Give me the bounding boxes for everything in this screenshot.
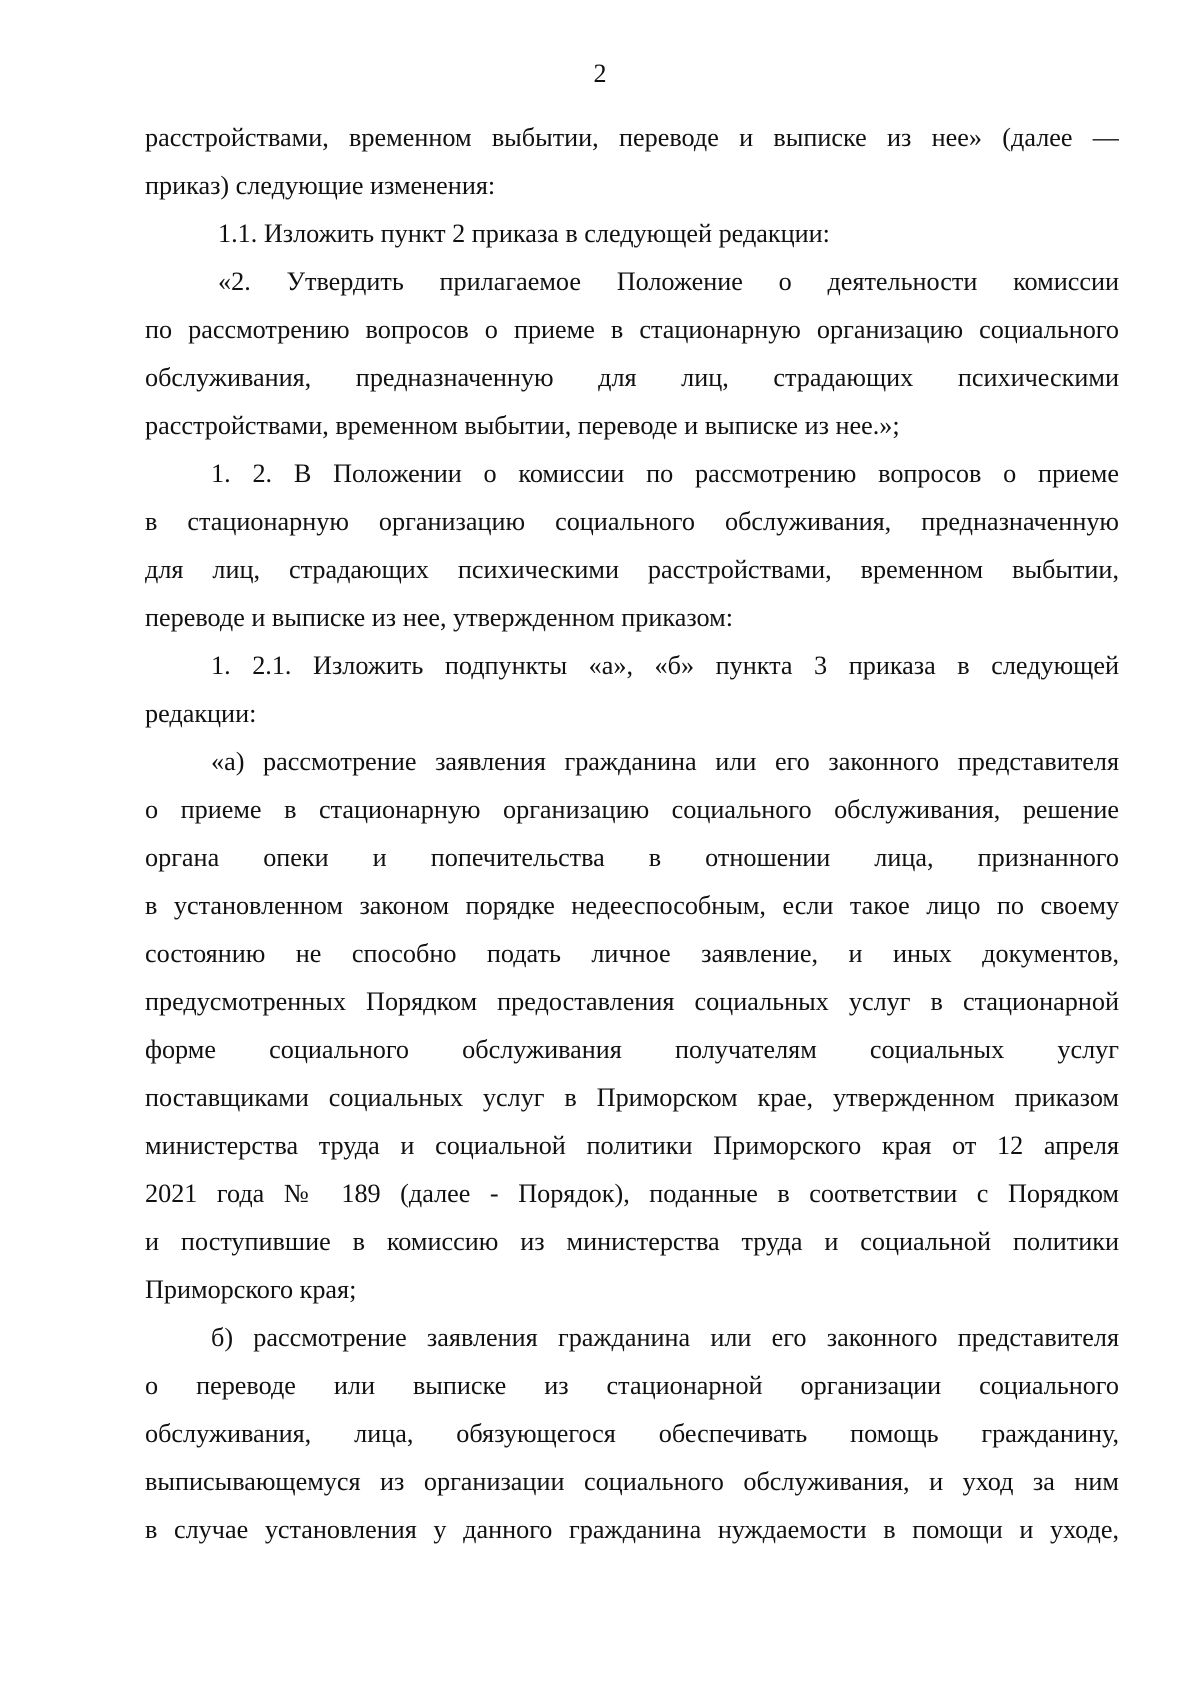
text-line: о приеме в стационарную организацию социального обслуживания, решение — [145, 795, 1119, 824]
text-line: обслуживания, лица, обязующегося обеспечивать помощь гражданину, — [145, 1419, 1119, 1448]
text-line: в установленном законом порядке недееспособным, если такое лицо по своему — [145, 891, 1119, 920]
text-line: «а) рассмотрение заявления гражданина или его законного представителя — [211, 747, 1119, 776]
text-line: обслуживания, предназначенную для лиц, страдающих психическими — [145, 363, 1119, 392]
text-line: форме социального обслуживания получателям социальных услуг — [145, 1035, 1119, 1064]
text-line: министерства труда и социальной политики Приморского края от 12 апреля — [145, 1131, 1119, 1160]
text-line: органа опеки и попечительства в отношении лица, признанного — [145, 843, 1119, 872]
text-line: «2. Утвердить прилагаемое Положение о деятельности комиссии — [218, 267, 1119, 296]
text-line: 1. 2. В Положении о комиссии по рассмотрению вопросов о приеме — [211, 459, 1119, 488]
page-number: 2 — [593, 59, 607, 88]
text-line: в случае установления у данного гражданина нуждаемости в помощи и уходе, — [145, 1515, 1119, 1544]
text-line: и поступившие в комиссию из министерства труда и социальной политики — [145, 1227, 1119, 1256]
text-line: расстройствами, временном выбытии, переводе и выписке из нее.»; — [145, 411, 900, 440]
document-body — [145, 114, 1119, 1554]
text-line: по рассмотрению вопросов о приеме в стационарную организацию социального — [145, 315, 1119, 344]
text-line: 1.1. Изложить пункт 2 приказа в следующей редакции: — [218, 219, 830, 248]
text-line: состоянию не способно подать личное заявление, и иных документов, — [145, 939, 1119, 968]
text-line: для лиц, страдающих психическими расстройствами, временном выбытии, — [145, 555, 1119, 584]
text-line: приказ) следующие изменения: — [145, 171, 496, 200]
text-line: в стационарную организацию социального обслуживания, предназначенную — [145, 507, 1119, 536]
text-line: выписывающемуся из организации социального обслуживания, и уход за ним — [145, 1467, 1119, 1496]
text-line: предусмотренных Порядком предоставления социальных услуг в стационарной — [145, 987, 1119, 1016]
text-line: б) рассмотрение заявления гражданина или его законного представителя — [211, 1323, 1119, 1352]
text-line: о переводе или выписке из стационарной организации социального — [145, 1371, 1119, 1400]
text-line: расстройствами, временном выбытии, переводе и выписке из нее» (далее — — [145, 123, 1119, 152]
text-line: Приморского края; — [145, 1275, 357, 1304]
text-line: поставщиками социальных услуг в Приморском крае, утвержденном приказом — [145, 1083, 1119, 1112]
text-line: 2021 года № 189 (далее - Порядок), поданные в соответствии с Порядком — [145, 1179, 1119, 1208]
text-line: редакции: — [145, 699, 257, 728]
text-line: 1. 2.1. Изложить подпункты «а», «б» пункта 3 приказа в следующей — [211, 651, 1119, 680]
text-line: переводе и выписке из нее, утвержденном приказом: — [145, 603, 734, 632]
